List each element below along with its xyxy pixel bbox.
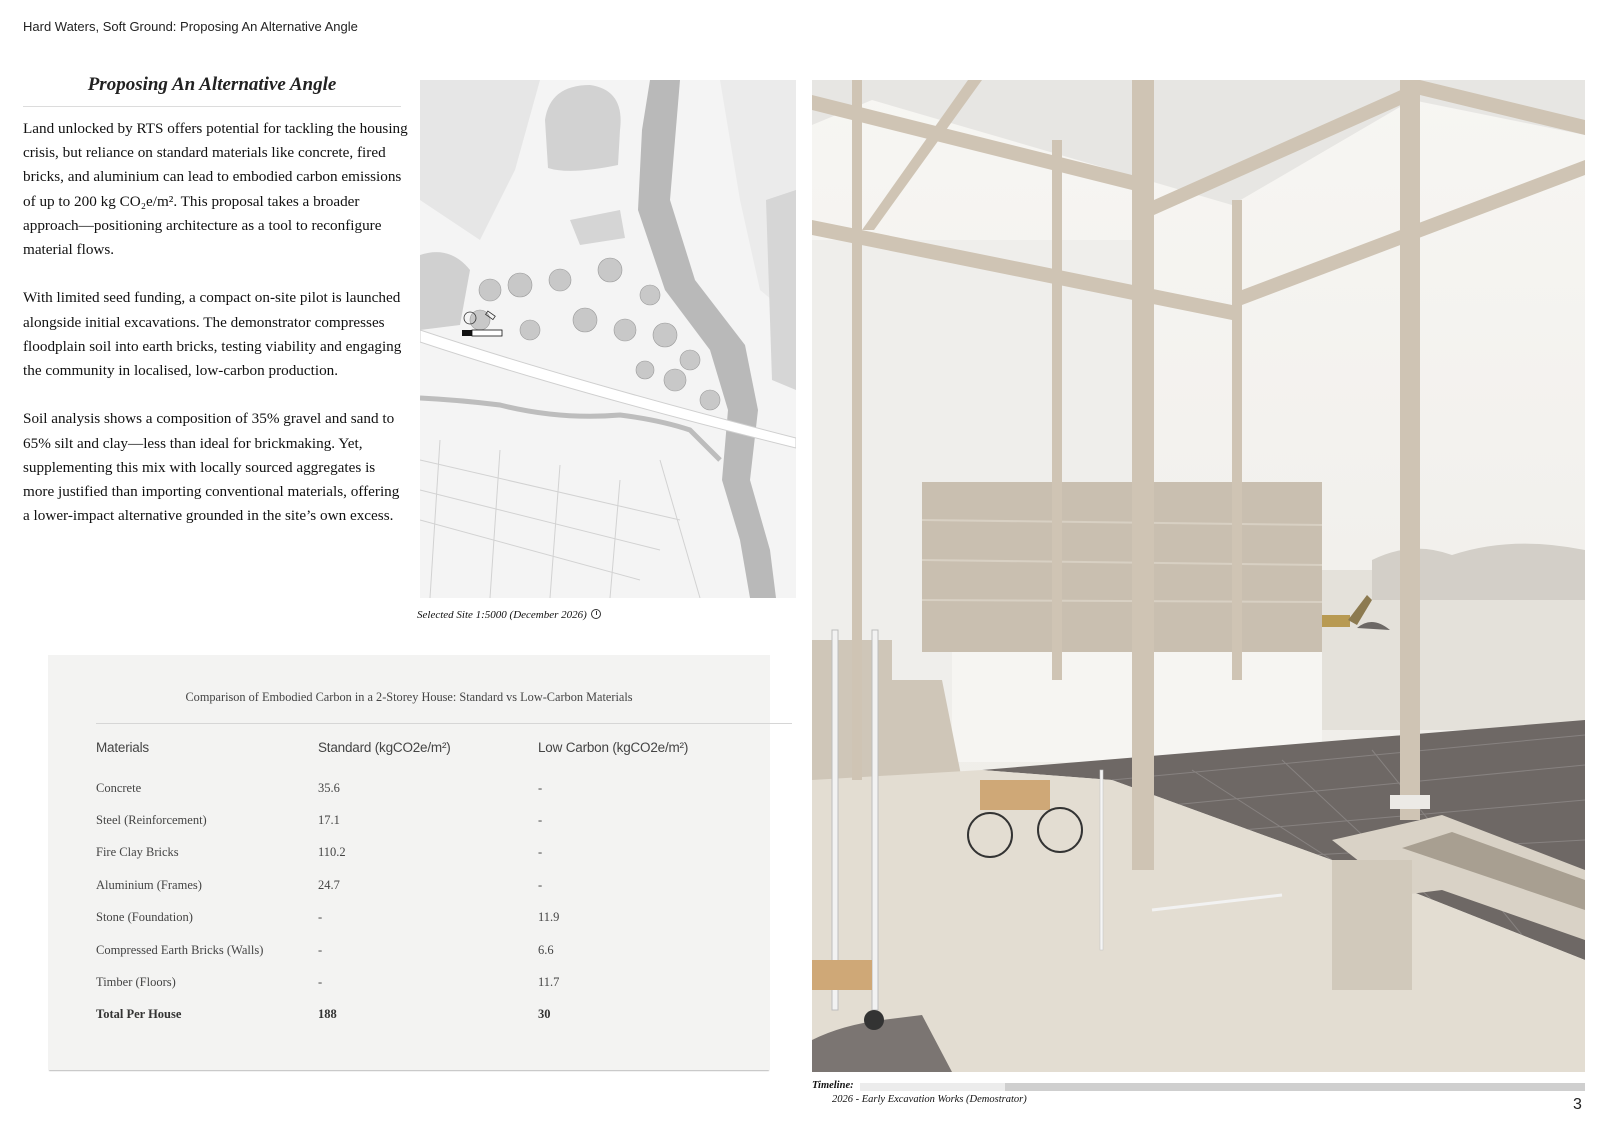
timeline-progress bbox=[860, 1083, 1005, 1091]
render-earth-brick-wall bbox=[922, 482, 1322, 652]
cell-material: Concrete bbox=[96, 780, 142, 795]
timeline-label: Timeline: bbox=[812, 1080, 854, 1091]
table-row bbox=[96, 902, 756, 934]
table-row bbox=[96, 934, 756, 966]
cell-standard: - bbox=[318, 942, 323, 957]
demonstrator-render-drawing bbox=[812, 80, 1585, 1072]
map-caption bbox=[417, 608, 601, 621]
running-header-title: Hard Waters, Soft Ground: Proposing An Alternative Angle bbox=[23, 19, 358, 34]
paragraph-soil: Soil analysis shows a composition of 35% gravel and sand to 65% silt and clay—less than ideal for brickmaking. Yet, supplementing this mix with locally sourced aggregates is more justified than importing conventional materials, offering a lower-impact alternative grounded in the site’s own excess. bbox=[23, 410, 400, 525]
cell-total-standard: 188 bbox=[318, 1007, 337, 1022]
table-divider bbox=[96, 723, 792, 724]
cell-material: Stone (Foundation) bbox=[96, 910, 193, 925]
cell-standard: 110.2 bbox=[318, 845, 346, 860]
cell-standard: 35.6 bbox=[318, 780, 340, 795]
embodied-carbon-table bbox=[96, 740, 756, 1031]
cell-low-carbon: - bbox=[538, 780, 543, 795]
cell-low-carbon: 11.9 bbox=[538, 910, 560, 925]
cell-standard: - bbox=[318, 975, 323, 990]
cell-low-carbon: 11.7 bbox=[538, 975, 560, 990]
cell-standard: 24.7 bbox=[318, 877, 340, 892]
map-scale-bar-dark bbox=[462, 330, 472, 336]
render-survey-pole bbox=[1100, 770, 1103, 950]
render-bench-leg bbox=[1332, 860, 1412, 990]
table-total-row bbox=[96, 999, 756, 1031]
map-lake bbox=[545, 85, 621, 171]
paragraph-intro: Land unlocked by RTS offers potential for tackling the housing crisis, but reliance on standard materials like concrete, fired bricks, and aluminium can lead to embodied carbon emissions of up to 200 kg CO₂e/m². This proposal takes a broader approach—positioning architecture as a tool to reconfigure material flows. bbox=[23, 120, 408, 259]
paragraph-pilot: With limited seed funding, a compact on-site pilot is launched alongside initial excavations. The demonstrator compresses floodplain soil into earth bricks, testing viability and engaging the community in localised, low-carbon production. bbox=[23, 289, 402, 380]
cell-total-low-carbon: 30 bbox=[538, 1007, 551, 1022]
table-header-row bbox=[96, 740, 756, 772]
cell-material: Timber (Floors) bbox=[96, 975, 176, 990]
page-number: 3 bbox=[1573, 1096, 1582, 1113]
site-map-drawing bbox=[420, 80, 796, 598]
section-title: Proposing An Alternative Angle bbox=[87, 74, 337, 95]
cell-standard: - bbox=[318, 910, 323, 925]
table-row bbox=[96, 772, 756, 804]
cell-material: Steel (Reinforcement) bbox=[96, 813, 207, 828]
title-divider bbox=[23, 106, 401, 107]
map-scale-bar-light bbox=[472, 330, 502, 336]
column-header-standard: Standard (kgCO2e/m²) bbox=[318, 740, 451, 755]
cell-material: Aluminium (Frames) bbox=[96, 877, 202, 892]
cell-material: Fire Clay Bricks bbox=[96, 845, 179, 860]
cell-low-carbon: - bbox=[538, 877, 543, 892]
cell-low-carbon: - bbox=[538, 845, 543, 860]
body-text bbox=[23, 117, 408, 553]
site-map bbox=[420, 80, 796, 598]
table-row bbox=[96, 804, 756, 836]
cell-standard: 17.1 bbox=[318, 813, 340, 828]
north-arrow-icon bbox=[591, 609, 601, 619]
cell-total-label: Total Per House bbox=[96, 1007, 182, 1022]
map-caption-text: Selected Site 1:5000 (December 2026) bbox=[417, 609, 587, 621]
table-row bbox=[96, 869, 756, 901]
column-header-low-carbon: Low Carbon (kgCO2e/m²) bbox=[538, 740, 689, 755]
column-header-materials: Materials bbox=[96, 740, 149, 755]
table-row bbox=[96, 837, 756, 869]
table-title: Comparison of Embodied Carbon in a 2-Storey House: Standard vs Low-Carbon Materials bbox=[185, 690, 633, 704]
table-row bbox=[96, 966, 756, 998]
embodied-carbon-table-panel bbox=[48, 655, 770, 1070]
cell-material: Compressed Earth Bricks (Walls) bbox=[96, 942, 264, 957]
cell-low-carbon: 6.6 bbox=[538, 942, 554, 957]
timeline-event: 2026 - Early Excavation Works (Demostrator) bbox=[832, 1094, 1027, 1105]
cell-low-carbon: - bbox=[538, 813, 543, 828]
timeline-bar bbox=[860, 1083, 1585, 1091]
demonstrator-render bbox=[812, 80, 1585, 1072]
